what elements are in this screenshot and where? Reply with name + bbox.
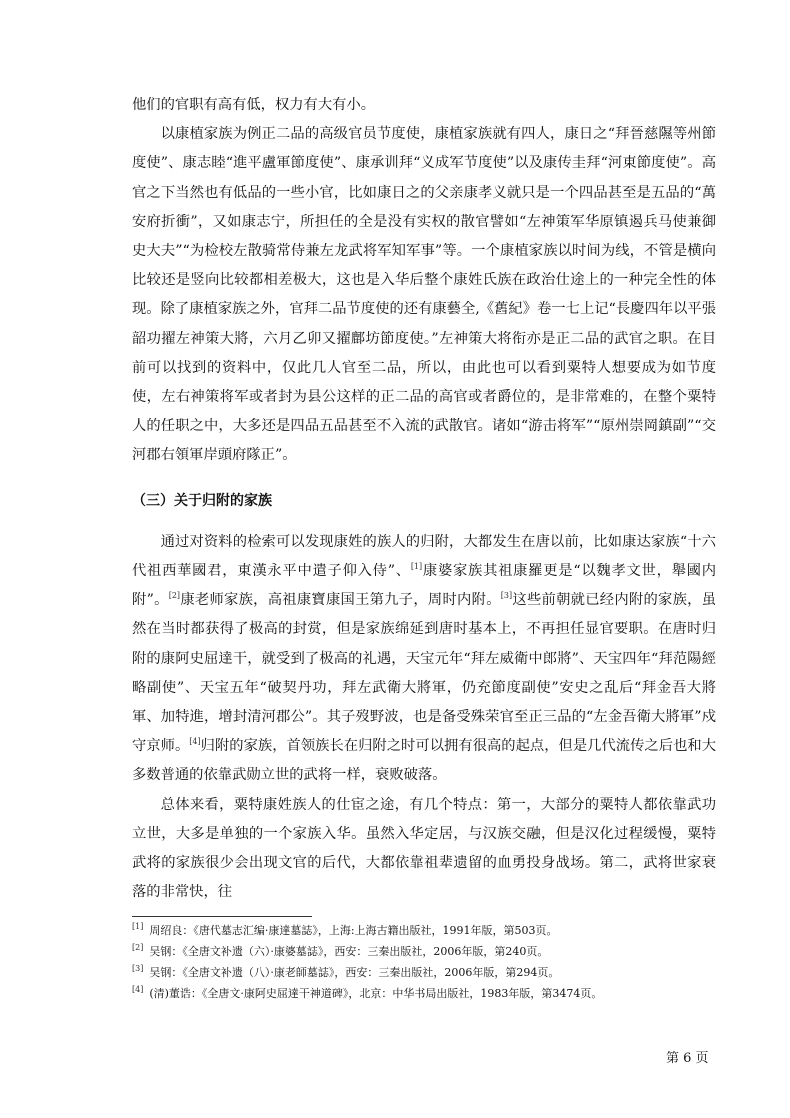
footnote-ref-3[interactable]: [3] [500,591,513,601]
footnote-text-3: 吴钢：《全唐文补遗（八）·康老師墓誌》，西安：三秦出版社，2006年版，第294页。 [149,966,560,979]
footnote-2 [132,941,722,962]
footnote-1 [132,920,722,941]
footnote-text-4: (清)董诰：《全唐文·康阿史屈達干神道碑》，北京：中华书局出版社，1983年版，第3474页。 [149,987,603,1000]
footnote-ref-1[interactable]: [1] [410,562,423,572]
paragraph-3-part-b: 康婆家族其祖康羅更是“以魏孝文世，舉國内附”。 [132,563,716,609]
section-heading: （三）关于归附的家族 [132,492,272,509]
main-text [132,91,716,907]
paragraph-3-part-e: 归附的家族，首领族长在归附之时可以拥有很高的起点，但是几代流传之后也和大多数普通的依靠武勋立世的武将一样，衰败破落。 [132,738,716,784]
paragraph-4: 总体来看，粟特康姓族人的仕宦之途，有几个特点：第一，大部分的粟特人都依靠武功立世，大多是单独的一个家族入华。虽然入华定居，与汉族交融，但是汉化过程缓慢，粟特武将的家族很少会出现文官的后代，大都依靠祖辈遗留的血勇投身战场。第二，武将世家衰落的非常快，往 [132,796,716,901]
paragraph-1: 他们的官职有高有低，权力有大有小。 [132,97,376,113]
footnote-3 [132,962,722,983]
footnote-text-2: 吴钢：《全唐文补遗（六）·康婆墓誌》，西安：三秦出版社，2006年版，第240页。 [149,945,549,958]
paragraph-3-part-c: 康老师家族，高祖康寶康国王第九子，周时内附。 [180,592,501,609]
paragraph-2: 以康植家族为例正二品的高级官员节度使，康植家族就有四人，康日之“拜晉慈隰等州節度使”、康志睦“進平盧軍節度使”、康承训拜“义成军节度使”以及康传圭拜“河東節度使”。高官之下当然也有低品的一些小官，比如康日之的父亲康孝义就只是一个四品甚至是五品的“萬安府折衝”，又如康志宁，所担任的全是没有实权的散官譬如“左神策军华原镇遏兵马使兼御史大夫”“为检校左散骑常侍兼左龙武将军知军事”等。一个康植家族以时间为线，不管是横向比较还是竖向比较都相差极大，这也是入华后整个康姓氏族在政治仕途上的一种完全性的体现。除了康植家族之外，官拜二品节度使的还有康藝全,《舊紀》卷一七上记“長慶四年以平張韶功擢左神策大將，六月乙卯又擢鄜坊節度使。”左神策大将衔亦是正二品的武官之职。在目前可以找到的资料中，仅此几人官至二品，所以，由此也可以看到粟特人想要成为如节度使，左右神策将军或者封为县公这样的正二品的高官或者爵位的，是非常难的，在整个粟特人的任职之中，大多还是四品五品甚至不入流的武散官。诸如“游击将军”“原州崇岡鎮副”“交河郡右領軍岸頭府隊正”。 [132,126,716,464]
paragraph-3 [132,528,716,791]
footnote-mark-4: [4] [132,985,144,995]
footnote-ref-4[interactable]: [4] [189,737,201,747]
paragraph-3-part-a: 通过对资料的检索可以发现康姓的族人的归附，大都发生在唐以前，比如康达家族“十六代祖西華國君，東漢永平中遣子仰入侍”、 [132,533,716,580]
footnote-divider [132,916,312,917]
page-number: 第 6 页 [666,1051,709,1066]
footnote-ref-2[interactable]: [2] [168,591,181,601]
footnote-mark-2: [2] [132,943,144,953]
footnote-mark-3: [3] [132,964,144,974]
footnote-mark-1: [1] [132,922,144,932]
footnote-text-1: 周绍良：《唐代墓志汇编·康達墓誌》，上海:上海古籍出版社，1991年版，第503页。 [149,924,558,937]
footnote-4 [132,983,722,1004]
paragraph-3-part-d: 这些前朝就已经内附的家族，虽然在当时都获得了极高的封赏，但是家族绵延到唐时基本上，不再担任显官要职。在唐时归附的康阿史屈達干，就受到了极高的礼遇，天宝元年“拜左威衛中郎將”、天宝四年“拜范陽經略副使”、天宝五年“破契丹功，拜左武衛大將軍，仍充節度副使”安史之乱后“拜金吾大將軍、加特進，增封清河郡公”。其子歿野波，也是备受殊荣官至正三品的“左金吾衛大將軍”戍守京师。 [132,592,717,755]
footnotes [132,920,722,1004]
